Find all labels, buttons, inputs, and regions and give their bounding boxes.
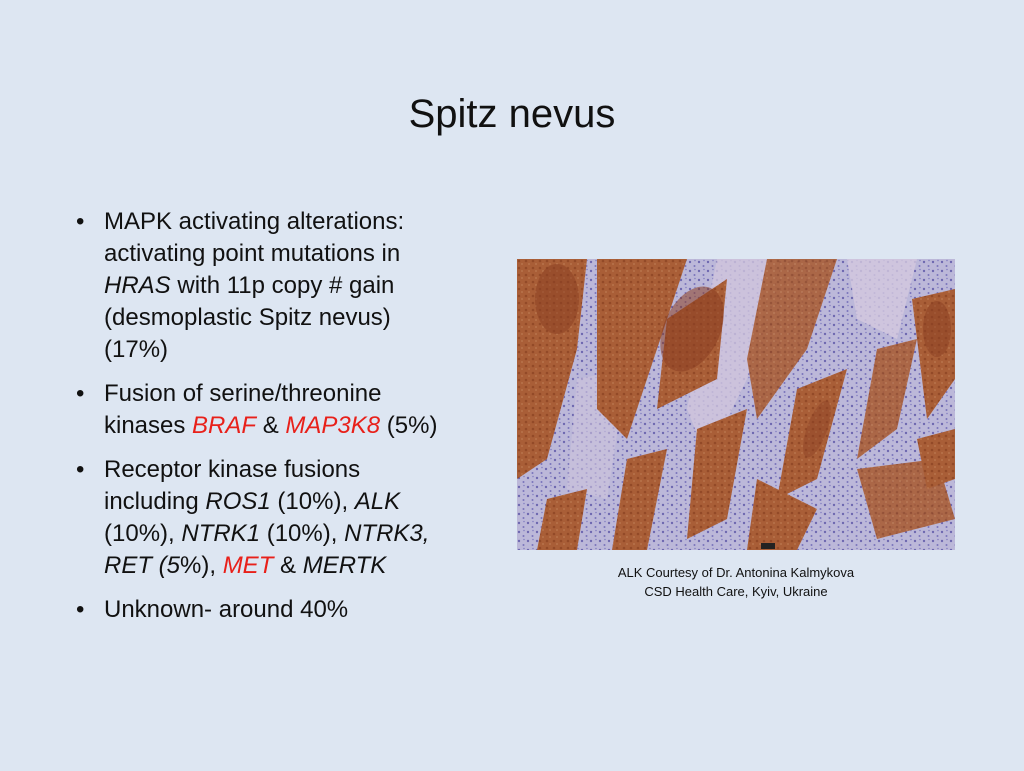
bullet-icon: • [76,456,85,483]
bullet-item-unknown: • Unknown- around 40% [70,594,500,626]
bullet-icon: • [76,380,85,407]
bullet-item-fusion: • Fusion of serine/threonine kinases BRAF & MAP3K8 (5%) [76,380,438,439]
caption-line-1: ALK Courtesy of Dr. Antonina Kalmykova [617,565,855,580]
caption-line-2: CSD Health Care, Kyiv, Ukraine [644,584,828,599]
bullet-item-mapk: • MAPK activating alterations: activating point mutations in HRAS with 11p copy # gain (desmoplastic Spitz nevus) (17%) [76,208,405,363]
slide-title: Spitz nevus [408,92,616,136]
histology-icon [517,259,955,550]
bullet-icon: • [76,208,85,235]
histology-image [517,259,955,550]
image-caption [517,563,955,601]
bullet-list [70,206,500,638]
bullet-item-receptor: • Receptor kinase fusions including ROS1 (10%), ALK (10%), NTRK1 (10%), NTRK3, RET (5%), MET & MERTK [76,456,430,579]
bullet-icon: • [76,596,85,623]
